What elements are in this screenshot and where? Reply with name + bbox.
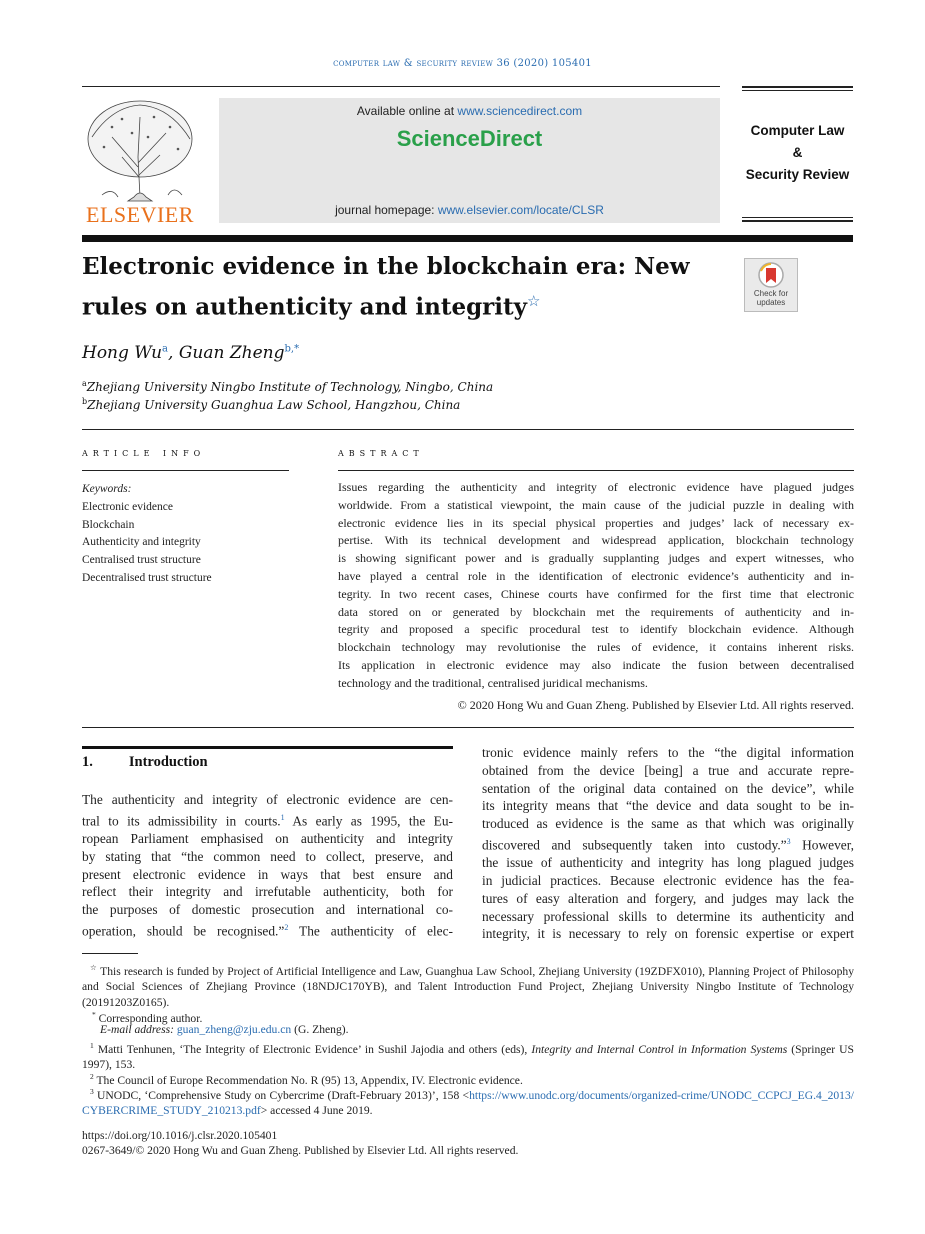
homepage-prefix: journal homepage: (335, 203, 438, 217)
body-text: discovered and subsequently taken into custody.” (482, 837, 787, 853)
abstract-line: is showing significant power and is gradually supplanting judges and expert witnesses, who (338, 551, 854, 566)
email-link[interactable]: guan_zheng@zju.edu.cn (176, 1023, 292, 1036)
body-line: tronic evidence mainly refers to the “the digital information (482, 745, 854, 760)
footnote-3 (82, 1084, 854, 1119)
author-2: Guan Zheng (178, 343, 285, 363)
title-line-2-text: rules on authenticity and integrity (82, 293, 528, 321)
intro-heading-rule (82, 746, 453, 749)
author-1: Hong Wu (82, 343, 163, 363)
article-title (82, 250, 702, 325)
footnote-1 (82, 1038, 854, 1073)
body-line: troduced as evidence is the same as that which was originally (482, 816, 854, 832)
footnote-1-italic: Integrity and Internal Control in Information Systems (531, 1042, 788, 1056)
intro-left-column (82, 791, 453, 940)
affiliation-a-text: Zhejiang University Ningbo Institute of Technology, Ningbo, China (86, 380, 494, 394)
check-for-updates-badge[interactable] (744, 258, 798, 312)
keywords-label: Keywords: (82, 483, 132, 495)
abstract-copyright: © 2020 Hong Wu and Guan Zheng. Published by Elsevier Ltd. All rights reserved. (457, 698, 854, 712)
email-label: E-mail address: (100, 1023, 177, 1036)
footnote-star-icon: ☆ (90, 963, 98, 972)
abstract-line: blockchain technology may revolutionise the rules of evidence, it contains inherent risks. (338, 640, 854, 655)
section-number: 1. (82, 754, 93, 770)
author-2-sup[interactable]: b,* (284, 343, 300, 355)
affiliation-b-sup: b (82, 397, 88, 406)
body-line: the purposes of domestic prosecution and international co- (82, 902, 453, 918)
footnote-1-tail: (Springer US 1997), 153. (82, 1042, 854, 1072)
body-line: obtained from the device [being] a true and accurate repre- (482, 762, 854, 778)
journal-rule-bottom-2 (742, 220, 853, 222)
body-line: The authenticity and integrity of electronic evidence are cen- (82, 792, 453, 807)
keyword: Blockchain (82, 518, 135, 531)
corresponding-text: Corresponding author. (98, 1011, 203, 1025)
author-separator: , (168, 343, 179, 363)
footnote-3-mark: 3 (90, 1087, 94, 1096)
body-line: its integrity means that “the device and data sought to be in- (482, 798, 854, 814)
footnote-ref-1[interactable]: 1 (280, 812, 285, 822)
keyword: Authenticity and integrity (82, 536, 201, 549)
keyword: Electronic evidence (82, 500, 173, 513)
body-text: The authenticity of elec- (288, 923, 453, 939)
funding-text: This research is funded by Project of Artificial Intelligence and Law, Guanghua Law School, Zhejiang University (19ZDFX010), Planning Project of Philosophy and Social Sciences of Zhejiang Province (18NDJC170YB), and Talent Introduction Fund Project, Zhejiang University Ningbo Institute of Technology (20191203Z0165). (82, 964, 854, 1009)
footnote-1-mark: 1 (90, 1041, 94, 1050)
article-info-rule (82, 470, 289, 471)
affiliation-b (82, 397, 460, 412)
affiliation-a-sup: a (82, 379, 87, 388)
abstract-rule (338, 470, 854, 471)
body-text: tral to its admissibility in courts. (82, 813, 281, 829)
cfu-line2: updates (756, 298, 786, 307)
journal-rule-top-2 (742, 90, 853, 91)
abstract-line: Its application in electronic evidence may also indicate the fusion between decentralised (338, 657, 854, 672)
check-for-updates-icon (745, 259, 797, 289)
section-title: Introduction (128, 754, 208, 770)
journal-title-line1: Computer Law (750, 123, 845, 138)
abstract-line: electronic evidence lies in its special physical properties and judges’ lack of necessary ex- (338, 515, 854, 530)
abstract-bottom-rule (82, 727, 854, 728)
doi-link[interactable]: https://doi.org/10.1016/j.clsr.2020.105401 (82, 1129, 278, 1142)
body-line: the issue of authenticity and integrity has long plagued judges (482, 855, 854, 871)
body-text: However, (790, 837, 854, 853)
intro-heading (82, 754, 208, 771)
keyword: Centralised trust structure (82, 554, 201, 567)
issn-copyright: 0267-3649/© 2020 Hong Wu and Guan Zheng. Published by Elsevier Ltd. All rights reserved. (82, 1144, 519, 1157)
available-online (219, 104, 720, 118)
footnote-1-text: Matti Tenhunen, ‘The Integrity of Electronic Evidence’ in Sushil Jajodia and others (eds), (97, 1042, 532, 1056)
abstract-line: worldwide. From a statistical viewpoint, the main cause of the judicial puzzle in dealing with (338, 497, 854, 512)
body-line: in judicial practices. Because electronic evidence has the fea- (482, 873, 854, 889)
body-line (82, 809, 453, 830)
body-line (482, 833, 854, 854)
abstract-line: tegrity. In two recent cases, Chinese courts have confirmed for the first time that electronic (338, 586, 854, 601)
corresponding-mark: * (92, 1010, 96, 1019)
sciencedirect-link[interactable]: www.sciencedirect.com (457, 104, 583, 118)
abstract-line: pertise. With its technical development and widespread application, blockchain technology (338, 533, 854, 548)
body-line: sentation of the original data contained on the device”, while (482, 780, 854, 796)
body-line: reflect their integrity and irrefutable authenticity, both for (82, 884, 453, 900)
sciencedirect-brand: ScienceDirect (396, 126, 543, 151)
check-for-updates-text (745, 289, 797, 307)
info-top-rule (82, 429, 854, 430)
body-text: As early as 1995, the Eu- (284, 813, 454, 829)
abstract-line: technology and the traditional, centralised juridical mechanisms. (338, 675, 648, 690)
running-head: computer law & security review 36 (2020) 105401 (333, 58, 592, 69)
journal-homepage (219, 203, 720, 217)
elsevier-wordmark: ELSEVIER (86, 202, 194, 227)
footnote-rule (82, 953, 138, 954)
journal-homepage-link[interactable]: www.elsevier.com/locate/CLSR (437, 203, 604, 217)
affiliation-a (82, 379, 493, 394)
abstract-line: Issues regarding the authenticity and integrity of electronic evidence have plagued judges (338, 480, 854, 494)
body-line: tures of easy alteration and forgery, and judges may lack the (482, 890, 854, 906)
body-line: by stating that “the common need to collect, preserve, and (82, 848, 453, 864)
journal-rule-top-1 (742, 86, 853, 88)
body-line: necessary professional skills to determine its authenticity and (482, 908, 854, 924)
available-prefix: Available online at (356, 104, 458, 118)
body-line: present electronic evidence in ways that best ensure and (82, 866, 453, 882)
footnote-3-text: UNODC, ‘Comprehensive Study on Cybercrime (Draft-February 2013)’, 158 < (97, 1088, 470, 1102)
body-line: integrity, it is necessary to rely on forensic expertise or expert (482, 926, 854, 942)
journal-title (742, 120, 853, 186)
keywords-block (82, 481, 212, 588)
footnote-email (82, 1022, 854, 1038)
footnote-funding (82, 960, 854, 1010)
body-line (82, 919, 453, 940)
footnote-2-text: The Council of Europe Recommendation No. R (95) 13, Appendix, IV. Electronic evidence. (96, 1073, 523, 1087)
abstract-text (338, 479, 854, 693)
body-line: ropean Parliament emphasised on authenticity and integrity (82, 831, 453, 847)
authors (82, 343, 299, 363)
journal-title-line3: Security Review (745, 167, 850, 182)
title-line-1: Electronic evidence in the blockchain era: New (82, 253, 690, 280)
body-text: operation, should be recognised.” (82, 923, 285, 939)
title-footnote-star-icon[interactable]: ☆ (527, 292, 541, 310)
abstract-line: have played a central role in the identification of electronic evidence’s authenticity and in- (338, 568, 854, 583)
email-suffix: (G. Zheng). (291, 1023, 349, 1036)
abstract-line: tegrity and proposed a specific procedural test to identify blockchain evidence. Although (338, 622, 854, 637)
intro-right-column (482, 744, 854, 943)
title-line-2 (82, 284, 702, 325)
footnote-ref-2[interactable]: 2 (284, 923, 289, 933)
keyword: Decentralised trust structure (82, 571, 212, 584)
article-info-heading: article info (82, 446, 206, 459)
author-1-sup[interactable]: a (162, 343, 168, 355)
journal-title-line2: & (792, 145, 803, 160)
footnote-2-mark: 2 (90, 1072, 94, 1081)
journal-rule-bottom-1 (742, 217, 853, 218)
abstract-heading: abstract (338, 446, 424, 459)
footnote-3-link[interactable]: https://www.unodc.org/documents/organized-crime/UNODC_CCPCJ_EG.4_2013/CYBERCRIME_STUDY_210213.pdf (82, 1088, 854, 1118)
abstract-line: data stored on or generated by blockchain met the requirements of authenticity and in- (338, 604, 854, 619)
cfu-line1: Check for (753, 289, 789, 298)
footnote-ref-3[interactable]: 3 (786, 836, 791, 846)
header-thick-rule (82, 235, 853, 242)
affiliation-b-text: Zhejiang University Guanghua Law School, Hangzhou, China (87, 398, 461, 412)
header-top-rule (82, 86, 720, 87)
footnote-3-tail: > accessed 4 June 2019. (260, 1104, 373, 1118)
